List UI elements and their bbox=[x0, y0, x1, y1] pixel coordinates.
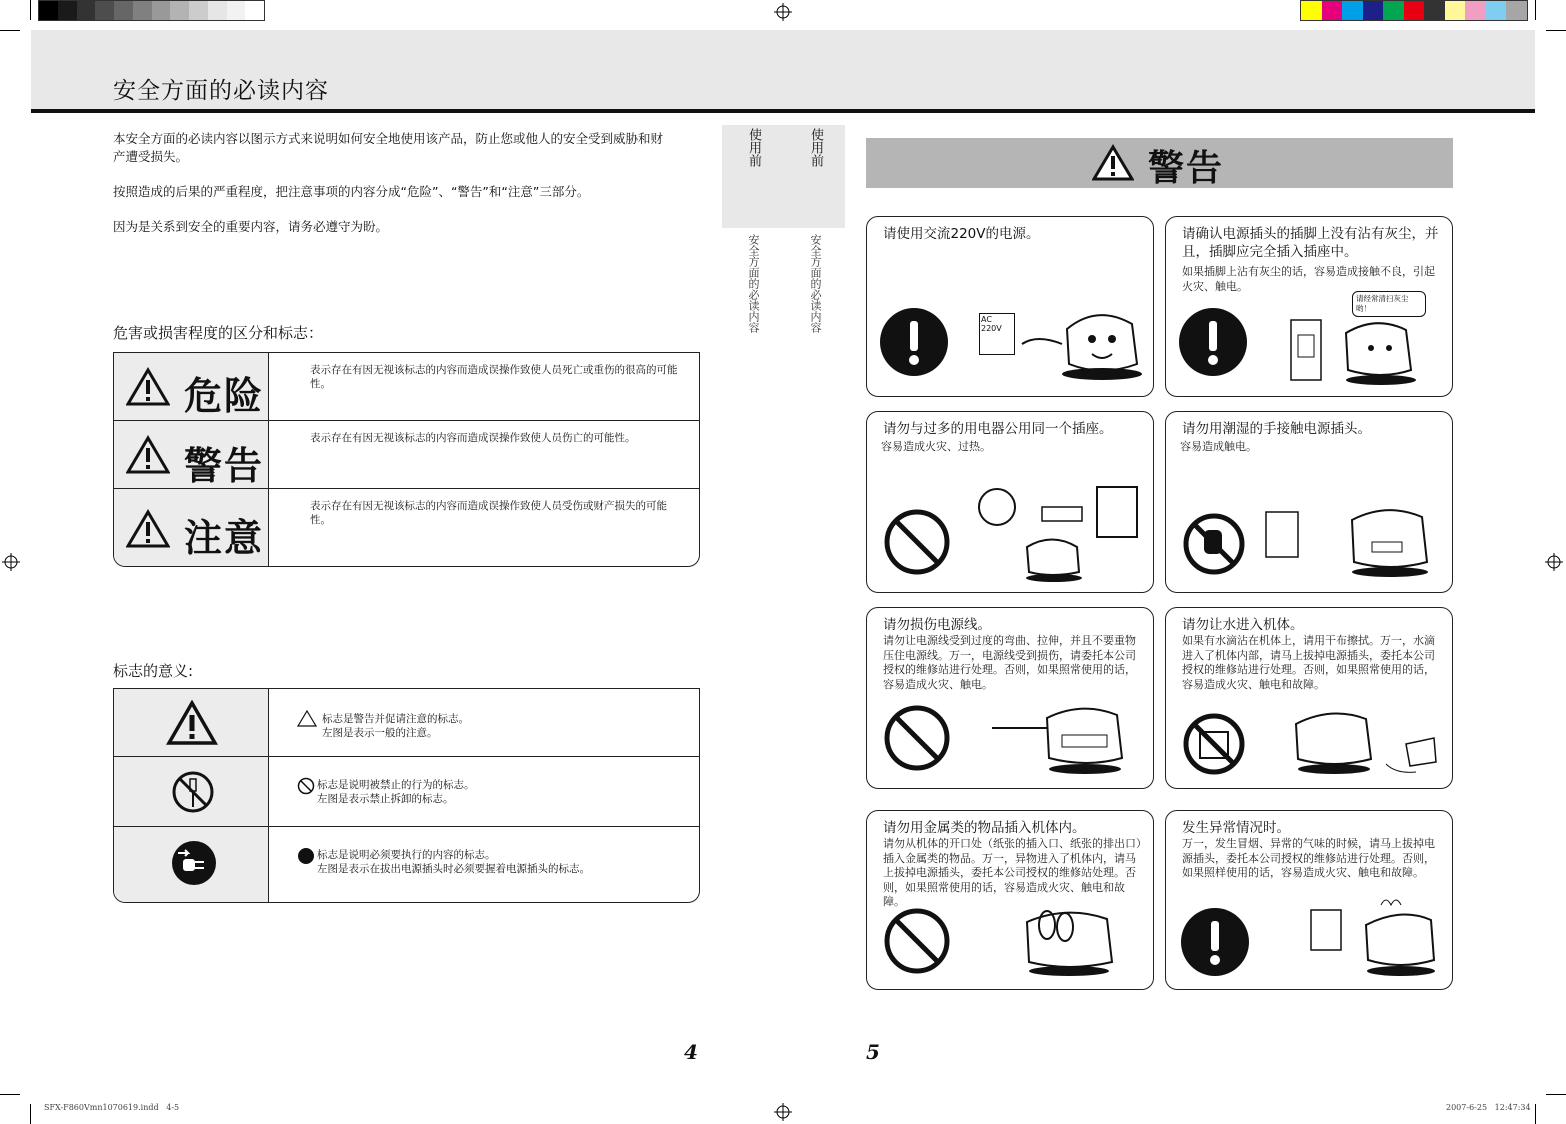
small-prohibited-icon bbox=[297, 777, 315, 795]
hazard-row-warning bbox=[114, 421, 699, 489]
warning-card-cord-damage bbox=[866, 607, 1154, 789]
calibration-swatch bbox=[133, 1, 152, 20]
side-tab-background bbox=[722, 125, 845, 228]
calibration-swatch bbox=[1465, 1, 1486, 20]
footer-file-info: SFX-F860Vmn1070619.indd 4-5 bbox=[44, 1103, 180, 1112]
symbol-row-prohibited bbox=[114, 757, 699, 827]
mandatory-icon bbox=[879, 307, 949, 377]
warning-triangle-icon bbox=[1092, 144, 1134, 182]
gray-calibration-bar bbox=[38, 0, 265, 21]
symbol-meaning-table bbox=[113, 688, 700, 903]
calibration-swatch bbox=[152, 1, 171, 20]
registration-mark-icon bbox=[774, 1103, 792, 1121]
card-title: 请确认电源插头的插脚上没有沾有灰尘，并且，插脚应完全插入插座中。 bbox=[1182, 226, 1439, 260]
warning-banner-label: 警告 bbox=[1148, 148, 1225, 189]
crop-mark bbox=[30, 0, 31, 20]
crop-mark bbox=[0, 30, 20, 31]
warning-triangle-icon bbox=[126, 509, 170, 549]
calibration-swatch bbox=[227, 1, 246, 20]
unplugging-appliance-illustration bbox=[1306, 895, 1446, 983]
calibration-swatch bbox=[1424, 1, 1445, 20]
card-title: 请勿与过多的用电器公用同一个插座。 bbox=[883, 421, 1113, 437]
prohibited-icon bbox=[883, 907, 951, 975]
spilled-water-illustration bbox=[1276, 704, 1446, 784]
symbol-mandatory-line1: 标志是说明必须要执行的内容的标志。 bbox=[317, 849, 496, 861]
calibration-swatch bbox=[39, 1, 58, 20]
calibration-swatch bbox=[1404, 1, 1425, 20]
symbol-caution-line2: 左图是表示一般的注意。 bbox=[322, 727, 438, 739]
mandatory-icon bbox=[1180, 907, 1250, 977]
warning-card-metal-objects bbox=[866, 810, 1154, 990]
speech-bubble: 请经常清扫灰尘哟！ bbox=[1352, 291, 1426, 317]
small-mandatory-icon bbox=[297, 847, 315, 865]
warning-card-abnormal bbox=[1165, 810, 1453, 990]
caution-label: 注意 bbox=[184, 516, 265, 560]
card-title: 请勿用潮湿的手接触电源插头。 bbox=[1182, 421, 1371, 437]
calibration-swatch bbox=[1322, 1, 1343, 20]
calibration-swatch bbox=[1506, 1, 1527, 20]
color-calibration-bar bbox=[1300, 0, 1528, 21]
danger-description: 表示存在有因无视该标志的内容而造成误操作致使人员死亡或重伤的很高的可能性。 bbox=[310, 364, 678, 390]
prohibited-icon bbox=[883, 704, 951, 772]
shocked-appliance-illustration bbox=[1262, 502, 1447, 582]
symbol-mandatory-line2: 左图是表示在拔出电源插头时必须要握着电源插头的标志。 bbox=[317, 863, 590, 875]
crop-mark bbox=[1535, 0, 1536, 20]
calibration-swatch bbox=[1342, 1, 1363, 20]
warning-triangle-icon bbox=[126, 367, 170, 407]
intro-paragraph-2: 按照造成的后果的严重程度，把注意事项的内容分成“危险”、“警告”和“注意”三部分。 bbox=[113, 184, 590, 199]
calibration-swatch bbox=[95, 1, 114, 20]
side-tab-right-section: 安全方面的必读内容 bbox=[809, 234, 822, 333]
card-title: 请勿损伤电源线。 bbox=[883, 617, 991, 633]
registration-mark-icon bbox=[1545, 553, 1563, 571]
warning-card-water bbox=[1165, 607, 1453, 789]
calibration-swatch bbox=[170, 1, 189, 20]
card-body: 容易造成火灾、过热。 bbox=[881, 440, 991, 453]
symbol-row-mandatory bbox=[114, 827, 699, 903]
danger-label: 危险 bbox=[184, 374, 265, 418]
side-tab-left-section: 安全方面的必读内容 bbox=[747, 234, 760, 333]
warning-card-plug-dust bbox=[1165, 216, 1453, 397]
calibration-swatch bbox=[58, 1, 77, 20]
no-water-icon bbox=[1182, 712, 1246, 776]
caution-description: 表示存在有因无视该标志的内容而造成误操作致使人员受伤或财产损失的可能性。 bbox=[310, 500, 667, 526]
crop-mark bbox=[30, 1104, 31, 1124]
footer-timestamp: 2007-6-25 12:47:34 bbox=[1446, 1103, 1531, 1112]
intro-paragraph-3: 因为是关系到安全的重要内容，请务必遵守为盼。 bbox=[113, 219, 389, 234]
crop-mark bbox=[1546, 30, 1566, 31]
unplug-icon bbox=[170, 839, 218, 887]
warning-description: 表示存在有因无视该标志的内容而造成误操作致使人员伤亡的可能性。 bbox=[310, 432, 636, 444]
card-body: 请勿从机体的开口处（纸张的插入口、纸张的排出口）插入金属类的物品。万一，异物进入了机体内，请马上拔掉电源插头，委托本公司授权的维修站处理。否则，如果照常使用的话，容易造成火灾、触电和故障。 bbox=[883, 837, 1142, 908]
intro-paragraph-1: 本安全方面的必读内容以图示方式来说明如何安全地使用该产品，防止您或他人的安全受到威胁和财产遭受损失。 bbox=[113, 131, 664, 164]
outlet-illustration bbox=[979, 313, 1015, 355]
calibration-swatch bbox=[1301, 1, 1322, 20]
caution-icon bbox=[166, 700, 218, 746]
warning-banner bbox=[866, 138, 1453, 188]
card-body: 如果插脚上沾有灰尘的话，容易造成接触不良，引起火灾、触电。 bbox=[1182, 265, 1435, 293]
card-body: 请勿让电源线受到过度的弯曲、拉伸，并且不要重物压住电源线。万一，电源线受到损伤，请委托本公司授权的维修站进行处理。否则，如果照常使用的话，容易造成火灾、触电。 bbox=[883, 634, 1136, 691]
small-triangle-icon bbox=[297, 710, 317, 727]
page-number-right: 5 bbox=[866, 1040, 880, 1064]
calibration-swatch bbox=[1445, 1, 1466, 20]
calibration-swatch bbox=[1486, 1, 1507, 20]
card-title: 请勿让水进入机体。 bbox=[1182, 617, 1304, 633]
crop-mark bbox=[0, 1094, 20, 1095]
card-body: 万一，发生冒烟、异常的气味的时候，请马上拔掉电源插头，委托本公司授权的维修站进行处理。否则，如果照样使用的话，容易造成火灾、触电和故障。 bbox=[1182, 837, 1435, 879]
side-tab-left-top: 使用前 bbox=[746, 128, 761, 167]
calibration-swatch bbox=[1363, 1, 1384, 20]
pinched-cord-illustration bbox=[987, 703, 1147, 783]
symbol-prohibited-line2: 左图是表示禁止拆卸的标志。 bbox=[317, 793, 454, 805]
hazard-level-table bbox=[113, 352, 700, 567]
calibration-swatch bbox=[114, 1, 133, 20]
warning-card-overload-outlet bbox=[866, 411, 1154, 593]
warning-label: 警告 bbox=[184, 444, 265, 488]
no-wet-hands-icon bbox=[1182, 512, 1246, 576]
card-title: 请勿用金属类的物品插入机体内。 bbox=[883, 820, 1086, 836]
calibration-swatch bbox=[1383, 1, 1404, 20]
mandatory-icon bbox=[1178, 307, 1248, 377]
header-rule bbox=[31, 109, 1535, 113]
symbol-row-caution bbox=[114, 689, 699, 757]
calibration-swatch bbox=[77, 1, 96, 20]
crop-mark bbox=[1546, 1094, 1566, 1095]
registration-mark-icon bbox=[2, 553, 20, 571]
warning-card-wet-hands bbox=[1165, 411, 1453, 593]
calibration-swatch bbox=[245, 1, 264, 20]
card-body: 容易造成触电。 bbox=[1180, 440, 1257, 453]
appliance-character-illustration bbox=[1017, 299, 1147, 389]
no-disassembly-icon bbox=[171, 770, 215, 814]
cleaning-plug-illustration bbox=[1286, 315, 1441, 390]
prohibited-icon bbox=[883, 508, 951, 576]
overloaded-outlet-illustration bbox=[967, 482, 1147, 582]
warning-triangle-icon bbox=[126, 435, 170, 475]
warning-card-ac-power bbox=[866, 216, 1154, 397]
symbol-caution-line1: 标志是警告并促请注意的标志。 bbox=[322, 713, 469, 725]
card-title: 请使用交流220V的电源。 bbox=[883, 226, 1040, 242]
page-title: 安全方面的必读内容 bbox=[113, 78, 329, 104]
calibration-swatch bbox=[189, 1, 208, 20]
symbols-heading: 标志的意义: bbox=[113, 662, 194, 680]
hazard-row-danger bbox=[114, 353, 699, 421]
card-title: 发生异常情况时。 bbox=[1182, 820, 1290, 836]
hazard-row-caution bbox=[114, 489, 699, 567]
side-tab-right-top: 使用前 bbox=[808, 128, 823, 167]
crop-mark bbox=[1535, 1104, 1536, 1124]
registration-mark-icon bbox=[774, 3, 792, 21]
page-number-left: 4 bbox=[684, 1040, 698, 1064]
symbol-prohibited-line1: 标志是说明被禁止的行为的标志。 bbox=[317, 779, 475, 791]
calibration-swatch bbox=[208, 1, 227, 20]
hazard-heading: 危害或损害程度的区分和标志： bbox=[113, 324, 324, 342]
ac-voltage-label: AC 220V bbox=[981, 315, 1002, 333]
paperclip-appliance-illustration bbox=[1017, 907, 1147, 982]
card-body: 如果有水滴沾在机体上，请用干布擦拭。万一，水滴进入了机体内部，请马上拔掉电源插头，委托本公司授权的维修站进行处理。否则，如果照常使用的话，容易造成火灾、触电和故障。 bbox=[1182, 634, 1435, 691]
